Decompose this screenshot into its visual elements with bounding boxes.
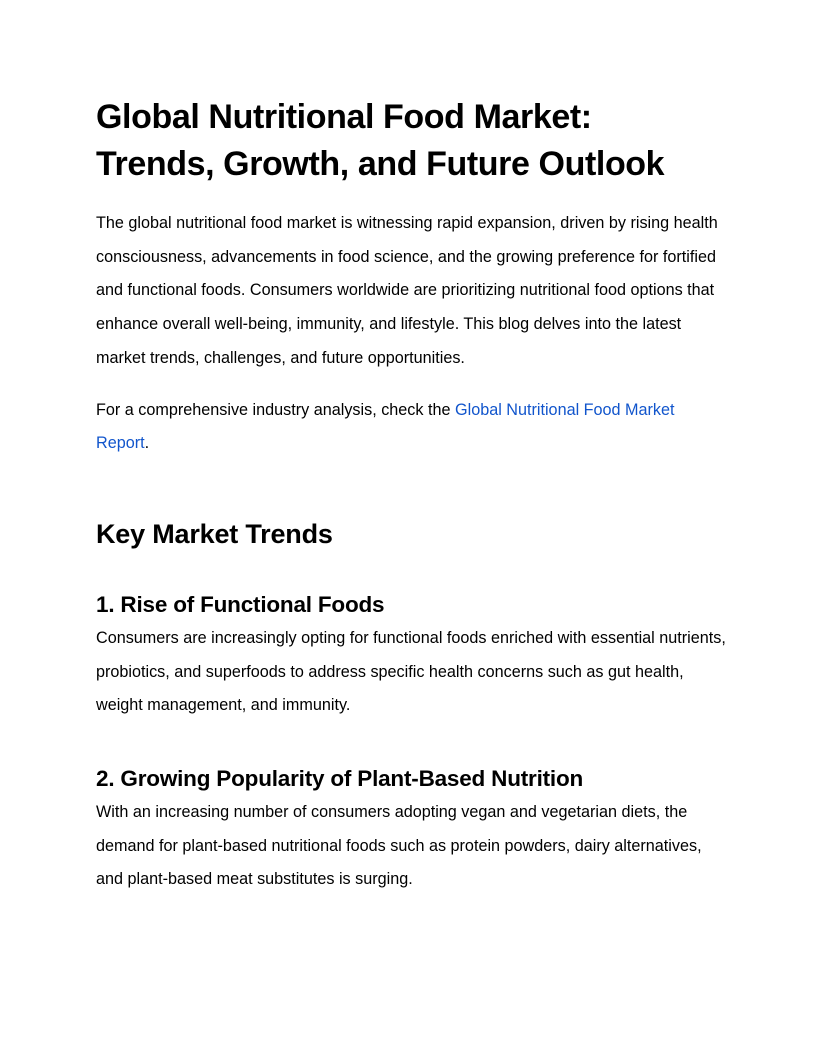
page-title	[96, 94, 726, 188]
intro-paragraph: The global nutritional food market is witnessing rapid expansion, driven by rising health consciousness, advancements in food science, and the growing preference for fortified and functional foods. Consumers worldwide are prioritizing nutritional food options that enhance overall well-being, immunity, and lifestyle. This blog delves into the latest market trends, challenges, and future opportunities.	[96, 214, 718, 367]
page-title-line-1: Global Nutritional Food Market:	[96, 98, 592, 136]
trend-heading-functional-foods: 1. Rise of Functional Foods	[96, 591, 385, 617]
page-title-line-2: Trends, Growth, and Future Outlook	[96, 145, 665, 183]
report-paragraph	[96, 394, 726, 461]
key-trends-heading: Key Market Trends	[96, 518, 333, 549]
trend-body-functional-foods: Consumers are increasingly opting for functional foods enriched with essential nutrients, probiotics, and superfoods to address specific health concerns such as gut health, weight management, and immunity.	[96, 628, 726, 715]
trend-body-plant-based: With an increasing number of consumers adopting vegan and vegetarian diets, the demand for plant-based nutritional foods such as protein powders, dairy alternatives, and plant-based meat substitutes is surging.	[96, 803, 702, 889]
market-report-link[interactable]: Global Nutritional Food Market Report	[96, 400, 675, 453]
trend-heading-plant-based: 2. Growing Popularity of Plant-Based Nutrition	[96, 766, 584, 792]
report-suffix-text: .	[144, 434, 150, 453]
report-prefix-text: For a comprehensive industry analysis, check the	[96, 400, 455, 419]
document-page	[96, 94, 726, 897]
